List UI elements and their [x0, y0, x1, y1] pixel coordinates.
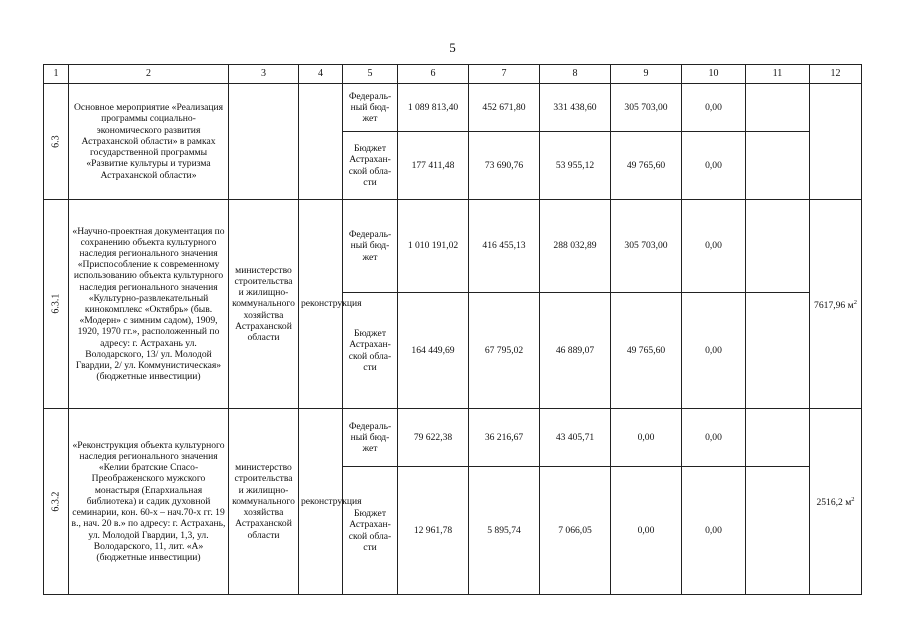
row-code-cell	[44, 409, 69, 595]
value-cell	[746, 293, 810, 409]
funding-source: Бюджет Астрахан-ской обла-сти	[343, 467, 398, 595]
value-cell: 1 010 191,02	[398, 200, 469, 293]
value-cell: 79 622,38	[398, 409, 469, 467]
value-cell	[746, 409, 810, 467]
row-title: Основное мероприятие «Реализация программы социально-экономического развития Астраханской области» в рамках государственной программы «Развитие культуры и туризма Астраханской области»	[69, 84, 229, 200]
column-header: 11	[746, 65, 810, 84]
value-cell	[746, 84, 810, 132]
table-row	[44, 200, 862, 293]
value-cell: 12 961,78	[398, 467, 469, 595]
value-cell: 73 690,76	[469, 132, 540, 200]
value-cell	[746, 467, 810, 595]
column-header: 6	[398, 65, 469, 84]
value-cell: 416 455,13	[469, 200, 540, 293]
value-cell: 305 703,00	[611, 84, 682, 132]
row-code: 6.3.1	[50, 293, 62, 314]
value-cell: 67 795,02	[469, 293, 540, 409]
row-area: 7617,96 $м^2$	[810, 200, 862, 409]
column-header: 10	[682, 65, 746, 84]
value-cell: 0,00	[682, 293, 746, 409]
row-executor	[229, 84, 299, 200]
column-header: 12	[810, 65, 862, 84]
column-header: 2	[69, 65, 229, 84]
row-executor: министерство строительства и жилищно-коммунального хозяйства Астраханской области	[229, 200, 299, 409]
column-header: 8	[540, 65, 611, 84]
value-cell: 0,00	[682, 84, 746, 132]
value-cell: 0,00	[611, 409, 682, 467]
value-cell: 0,00	[682, 409, 746, 467]
value-cell: 7 066,05	[540, 467, 611, 595]
value-cell: 46 889,07	[540, 293, 611, 409]
value-cell: 452 671,80	[469, 84, 540, 132]
value-cell: 0,00	[682, 200, 746, 293]
value-cell: 49 765,60	[611, 293, 682, 409]
funding-source: Федераль-ный бюд-жет	[343, 84, 398, 132]
funding-source: Бюджет Астрахан-ской обла-сти	[343, 132, 398, 200]
value-cell: 0,00	[611, 467, 682, 595]
value-cell: 164 449,69	[398, 293, 469, 409]
funding-source: Федераль-ный бюд-жет	[343, 409, 398, 467]
row-area: 2516,2 $м^2$	[810, 409, 862, 595]
table-row	[44, 84, 862, 132]
row-executor: министерство строительства и жилищно-коммунального хозяйства Астраханской области	[229, 409, 299, 595]
table-row	[44, 409, 862, 467]
column-header: 4	[299, 65, 343, 84]
row-type: реконструкция	[299, 409, 343, 595]
row-area	[810, 84, 862, 200]
row-code-cell	[44, 200, 69, 409]
value-cell: 288 032,89	[540, 200, 611, 293]
row-title: «Научно-проектная документация по сохранению объекта культурного наследия регионального значения «Приспособление к современному использованию объекта культурного наследия регионального значения «Культурно-развлекательный кинокомплекс «Октябрь» (быв. «Модерн» с зимним садом), 1909, 1920, 1970 гг.», расположенный по адресу: г. Астрахань ул. Володарского, 13/ ул. Молодой Гвардии, 2/ ул. Коммунистическая» (бюджетные инвестиции)	[69, 200, 229, 409]
column-header: 7	[469, 65, 540, 84]
value-cell: 36 216,67	[469, 409, 540, 467]
value-cell: 43 405,71	[540, 409, 611, 467]
value-cell: 0,00	[682, 132, 746, 200]
table-header-row	[44, 65, 862, 84]
row-code: 6.3.2	[50, 491, 62, 512]
column-header: 5	[343, 65, 398, 84]
column-header: 1	[44, 65, 69, 84]
page-number: 5	[449, 40, 456, 55]
value-cell: 0,00	[682, 467, 746, 595]
funding-source: Федераль-ный бюд-жет	[343, 200, 398, 293]
value-cell: 331 438,60	[540, 84, 611, 132]
value-cell	[746, 132, 810, 200]
value-cell	[746, 200, 810, 293]
value-cell: 49 765,60	[611, 132, 682, 200]
row-code: 6.3	[50, 135, 62, 148]
funding-source: Бюджет Астрахан-ской обла-сти	[343, 293, 398, 409]
row-code-cell	[44, 84, 69, 200]
value-cell: 1 089 813,40	[398, 84, 469, 132]
row-title: «Реконструкция объекта культурного наследия регионального значения «Келии братские Спасо-Преображенского мужского монастыря (Епархиальная библиотека) и садик духовной семинарии, кон. 60-х – нач.70-х гг. 19 в., нач. 20 в.» по адресу: г. Астрахань, ул. Молодой Гвардии, 1,3, ул. Володарского, 11, лит. «А» (бюджетные инвестиции)	[69, 409, 229, 595]
row-type	[299, 84, 343, 200]
column-header: 3	[229, 65, 299, 84]
value-cell: 177 411,48	[398, 132, 469, 200]
budget-table	[43, 64, 862, 595]
column-header: 9	[611, 65, 682, 84]
value-cell: 5 895,74	[469, 467, 540, 595]
row-type: реконструкция	[299, 200, 343, 409]
value-cell: 53 955,12	[540, 132, 611, 200]
value-cell: 305 703,00	[611, 200, 682, 293]
